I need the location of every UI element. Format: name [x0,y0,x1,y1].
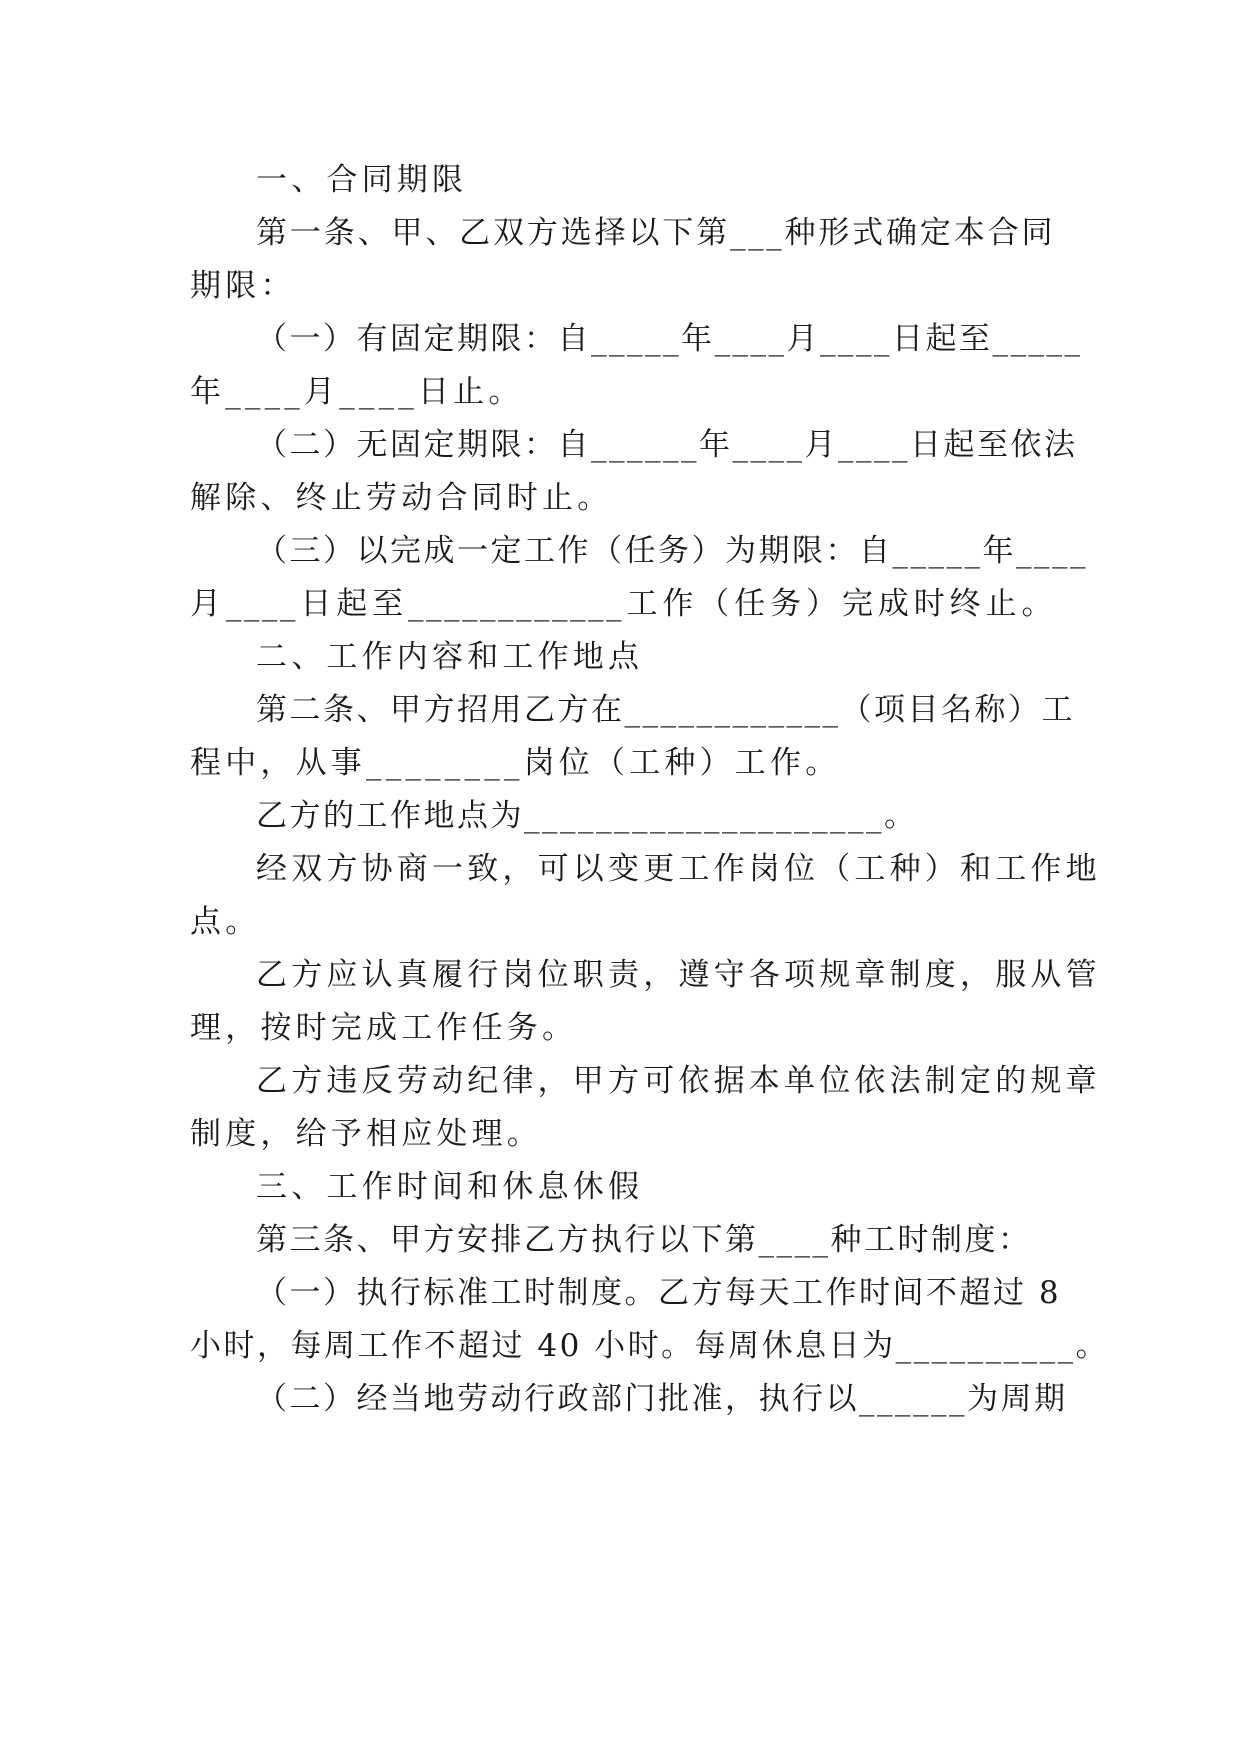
clause-fixed-term-line-1: （一）有固定期限：自_____年____月____日起至_____ [256,321,1083,357]
section-heading-work-content: 二、工作内容和工作地点 [256,639,644,675]
section-heading-working-hours: 三、工作时间和休息休假 [256,1169,644,1205]
clause-open-term-line-2: 解除、终止劳动合同时止。 [190,480,613,516]
clause-open-term-line-1: （二）无固定期限：自______年____月____日起至依法 [256,427,1078,463]
duties-line-2: 理，按时完成工作任务。 [190,1010,578,1046]
comprehensive-hours-line-1: （二）经当地劳动行政部门批准，执行以______为周期 [256,1381,1068,1417]
clause-task-term-line-2: 月____日起至____________工作（任务）完成时终止。 [190,586,1055,622]
standard-hours-line-1: （一）执行标准工时制度。乙方每天工作时间不超过 8 [256,1275,1062,1311]
article-2-line-1: 第二条、甲方招用乙方在____________（项目名称）工 [256,692,1075,728]
standard-hours-line-2: 小时，每周工作不超过 40 小时。每周休息日为__________。 [190,1328,1110,1364]
article-3-line-1: 第三条、甲方安排乙方执行以下第____种工时制度： [256,1222,1032,1258]
change-position-line-1: 经双方协商一致，可以变更工作岗位（工种）和工作地 [256,851,1101,887]
work-location-line: 乙方的工作地点为____________________。 [256,798,918,834]
section-heading-contract-term: 一、合同期限 [256,162,468,198]
article-1-line-2: 期限： [190,268,296,304]
article-2-line-2: 程中，从事________岗位（工种）工作。 [190,745,841,781]
clause-fixed-term-line-2: 年____月____日止。 [190,374,524,410]
discipline-line-1: 乙方违反劳动纪律，甲方可依据本单位依法制定的规章 [256,1063,1101,1099]
discipline-line-2: 制度，给予相应处理。 [190,1116,542,1152]
clause-task-term-line-1: （三）以完成一定工作（任务）为期限：自_____年____ [256,533,1088,569]
change-position-line-2: 点。 [190,904,261,940]
duties-line-1: 乙方应认真履行岗位职责，遵守各项规章制度，服从管 [256,957,1101,993]
article-1-line-1: 第一条、甲、乙双方选择以下第___种形式确定本合同 [256,215,1055,251]
